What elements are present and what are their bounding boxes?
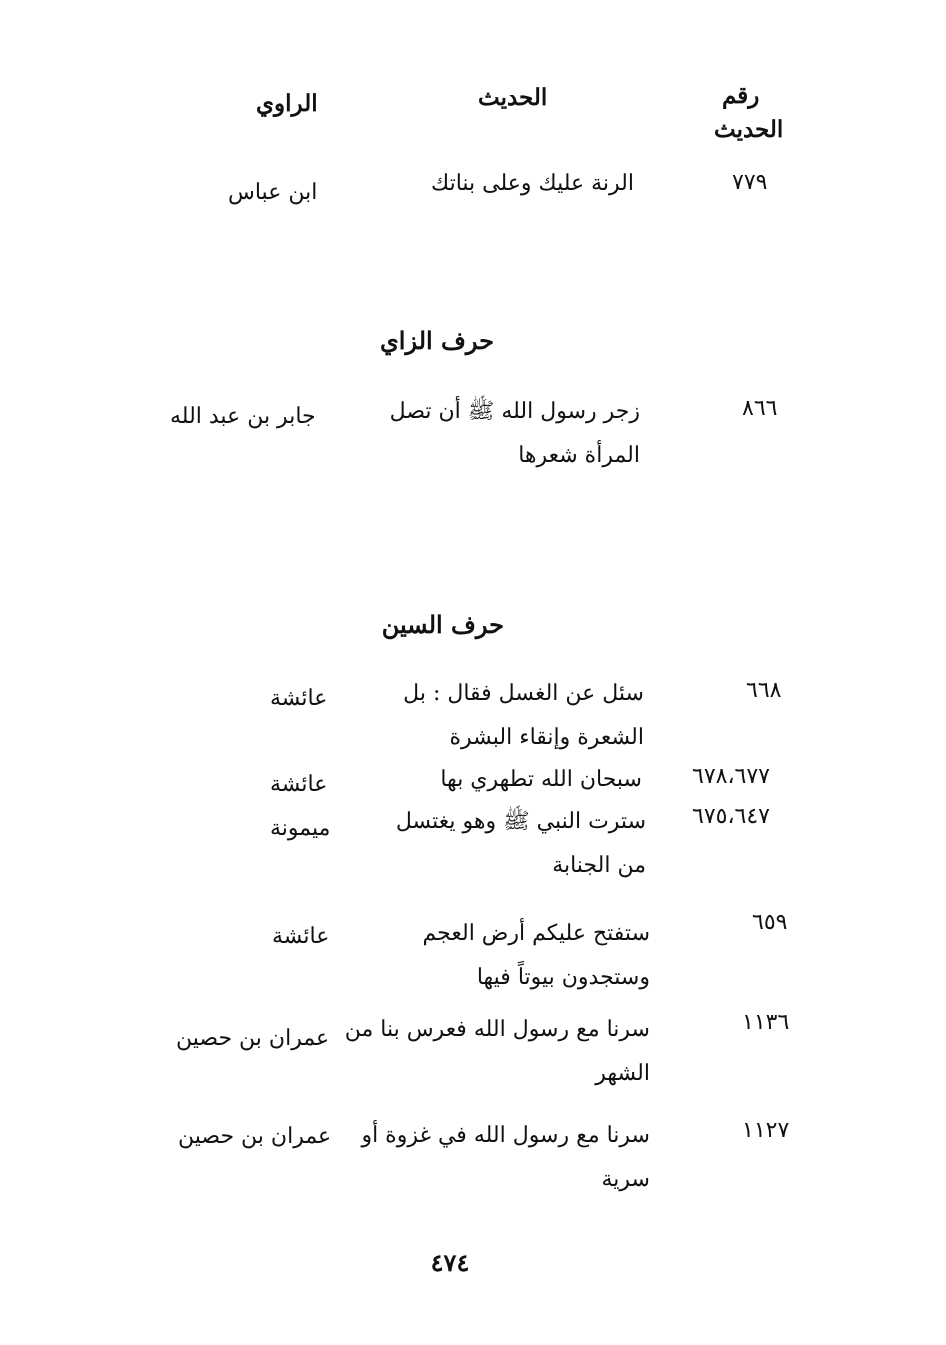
number-column-header-line2: الحديث: [714, 116, 784, 143]
hadith-text-line: زجر رسول الله ﷺ أن تصل: [389, 399, 640, 424]
hadith-text-line: من الجنابة: [552, 853, 646, 878]
narrator: عائشة: [270, 772, 328, 797]
hadith-text: [403, 672, 644, 760]
hadith-text: [390, 390, 640, 478]
hadith-text-line: الشهر: [595, 1061, 650, 1086]
hadith-number: ٦٦٨: [746, 678, 782, 703]
hadith-text-line: سرنا مع رسول الله فعرس بنا من: [344, 1017, 650, 1042]
hadith-text-line: الشعرة وإنقاء البشرة: [449, 725, 644, 750]
hadith-text-line: سئل عن الغسل فقال : بل: [403, 681, 644, 706]
narrator: عائشة: [270, 686, 328, 711]
hadith-text-line: سرنا مع رسول الله في غزوة أو: [361, 1123, 650, 1148]
hadith-number: ٦٧٨،٦٧٧: [692, 764, 770, 789]
hadith-text-line: سبحان الله تطهري بها: [440, 767, 642, 792]
narrator-column-header: الراوي: [256, 90, 318, 117]
page-number: ٤٧٤: [430, 1248, 470, 1277]
hadith-text: [431, 162, 634, 206]
hadith-text-line: المرأة شعرها: [518, 443, 640, 468]
hadith-number: ١١٢٧: [742, 1118, 790, 1143]
hadith-text: [361, 1114, 650, 1202]
section-title: حرف الزاي: [380, 326, 494, 355]
hadith-text: [345, 1008, 650, 1096]
section-title: حرف السين: [381, 610, 504, 639]
hadith-number: ١١٣٦: [742, 1010, 790, 1035]
hadith-text-line: ستفتح عليكم أرض العجم: [422, 921, 650, 946]
narrator: جابر بن عبد الله: [170, 404, 316, 429]
hadith-text: [396, 800, 646, 888]
hadith-text-line: الرنة عليك وعلى بناتك: [431, 171, 634, 196]
narrator: عمران بن حصين: [178, 1124, 332, 1149]
hadith-number: ٨٦٦: [742, 396, 778, 421]
number-column-header-line1: رقم: [722, 82, 760, 109]
hadith-text-line: سترت النبي ﷺ وهو يغتسل: [395, 809, 646, 834]
hadith-number: ٦٧٥،٦٤٧: [692, 804, 770, 829]
hadith-text: [423, 912, 650, 1000]
narrator: عائشة: [272, 924, 330, 949]
hadith-column-header: الحديث: [478, 84, 548, 111]
narrator: ابن عباس: [228, 180, 318, 205]
hadith-number: ٧٧٩: [732, 170, 768, 195]
hadith-text: [440, 758, 642, 802]
narrator: عمران بن حصين: [176, 1026, 330, 1051]
hadith-text-line: وستجدون بيوتاً فيها: [476, 965, 650, 990]
hadith-text-line: سرية: [601, 1167, 650, 1192]
narrator: ميمونة: [270, 816, 331, 841]
hadith-number: ٦٥٩: [752, 910, 788, 935]
